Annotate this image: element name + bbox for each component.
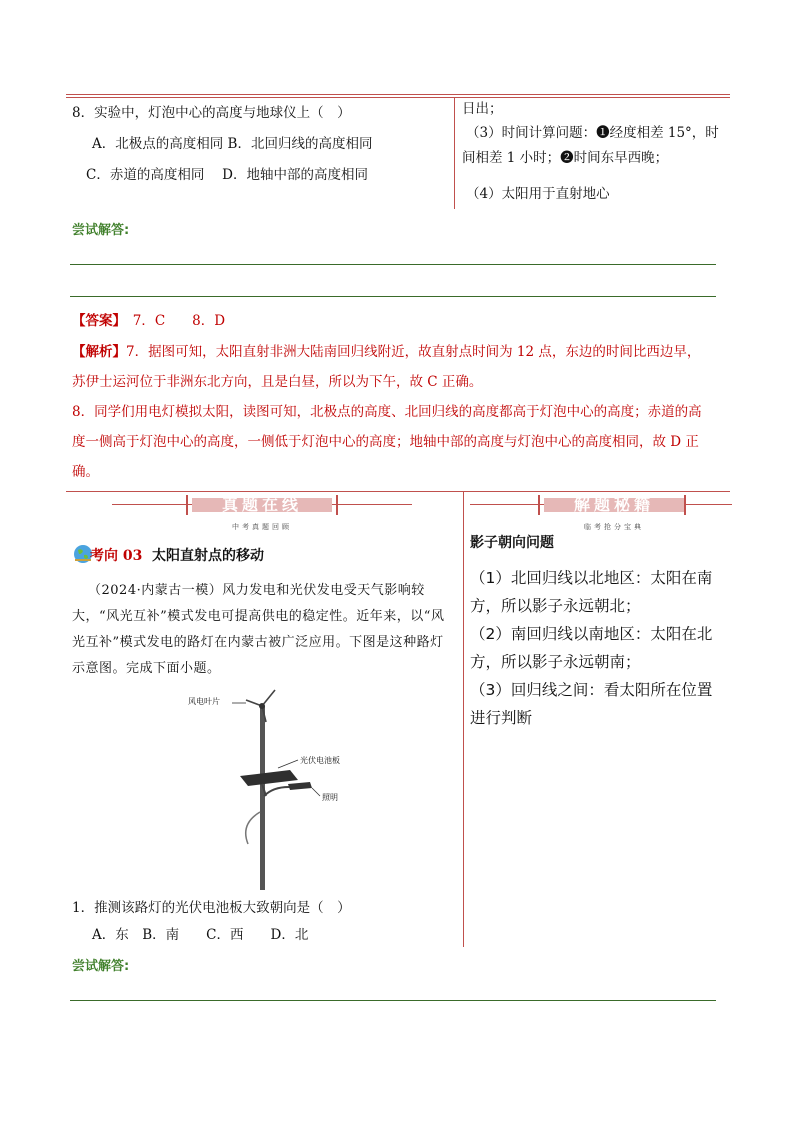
- answer-block: [72, 306, 225, 336]
- question-8-stem: 8．实验中，灯泡中心的高度与地球仪上（ ）: [72, 105, 351, 121]
- analysis-line5: 确。: [72, 464, 99, 480]
- passage: [72, 578, 456, 682]
- tips-line6: 进行判断: [470, 709, 533, 727]
- tips-body: [470, 564, 732, 732]
- banner-bracket-left: [538, 495, 540, 515]
- column-divider-bottom: [463, 492, 464, 947]
- side-note-line4: （4）太阳用于直射地心: [466, 186, 610, 202]
- top-rule-2: [66, 97, 730, 98]
- banner-subtitle: 中考真题回顾: [232, 523, 292, 531]
- section-rule: [66, 491, 730, 492]
- question-8-options-cd: C．赤道的高度相同 D．地轴中部的高度相同: [86, 167, 368, 183]
- passage-line1: （2024·内蒙古一模）风力发电和光伏发电受天气影响较: [88, 583, 425, 598]
- passage-line2: 大，“风光互补”模式发电可提高供电的稳定性。近年来，以“风: [72, 609, 445, 624]
- passage-line4: 示意图。完成下面小题。: [72, 661, 221, 676]
- street-lamp-drawing: [180, 684, 380, 890]
- analysis-line1: 7．据图可知，太阳直射非洲大陆南回归线附近，故直射点时间为 12 点，东边的时间比西边早，: [126, 344, 701, 360]
- answer-line[interactable]: [70, 296, 716, 297]
- passage-line3: 光互补”模式发电的路灯在内蒙古被广泛应用。下图是这种路灯: [72, 635, 444, 650]
- analysis-block: [72, 337, 732, 487]
- side-note-line2: （3）时间计算问题：❶经度相差 15°，时: [466, 125, 719, 141]
- answer-line[interactable]: [70, 1000, 716, 1001]
- banner-title: 解题秘籍: [573, 495, 654, 514]
- analysis-line4: 度一侧高于灯泡中心的高度，一侧低于灯泡中心的高度；地轴中部的高度与灯泡中心的高度相同，故 D 正: [72, 434, 699, 450]
- topic-tag: 考向 03: [90, 548, 143, 564]
- banner-title: 真题在线: [221, 495, 302, 514]
- question-1-options: A．东 B．南 C．西 D．北: [92, 927, 309, 943]
- topic-title: 太阳直射点的移动: [152, 548, 264, 564]
- answer-line[interactable]: [70, 264, 716, 265]
- answer-text: 7．C 8．D: [119, 313, 226, 329]
- tips-title: 影子朝向问题: [470, 535, 554, 551]
- banner-bracket-left: [186, 495, 188, 515]
- try-answer-label: 尝试解答:: [72, 223, 130, 238]
- banner-jieti: [470, 495, 732, 535]
- street-lamp-figure: [180, 684, 380, 890]
- top-rule: [66, 94, 730, 95]
- banner-bracket-right: [336, 495, 338, 515]
- tips-line2: 方，所以影子永远朝北；: [470, 597, 641, 615]
- banner-subtitle: 临考抢分宝典: [584, 523, 644, 531]
- analysis-label: 【解析】: [72, 344, 126, 360]
- analysis-line3: 8．同学们用电灯模拟太阳，读图可知，北极点的高度、北回归线的高度都高于灯泡中心的高度；赤道的高: [72, 404, 702, 420]
- tips-line5: （3）回归线之间：看太阳所在位置: [470, 681, 713, 699]
- question-8-options-ab: A．北极点的高度相同 B．北回归线的高度相同: [92, 136, 373, 152]
- tips-line1: （1）北回归线以北地区：太阳在南: [470, 569, 713, 587]
- side-note-line3: 间相差 1 小时；❷时间东早西晚；: [462, 150, 669, 166]
- label-pv-panel: 光伏电池板: [300, 756, 340, 765]
- side-note-line1: 日出；: [462, 101, 503, 117]
- column-divider-top: [454, 97, 455, 209]
- banner-bracket-right: [684, 495, 686, 515]
- label-wind-blade: 风电叶片: [188, 697, 220, 706]
- answer-label: 【答案】: [72, 313, 120, 329]
- banner-zhenti: [112, 495, 412, 535]
- analysis-line2: 苏伊士运河位于非洲东北方向，且是白昼，所以为下午，故 C 正确。: [72, 374, 483, 390]
- tips-line4: 方，所以影子永远朝南；: [470, 653, 641, 671]
- question-1-stem: 1．推测该路灯的光伏电池板大致朝向是（ ）: [72, 900, 351, 916]
- tips-line3: （2）南回归线以南地区：太阳在北: [470, 625, 713, 643]
- label-lighting: 照明: [322, 793, 338, 802]
- try-answer-label: 尝试解答:: [72, 959, 130, 974]
